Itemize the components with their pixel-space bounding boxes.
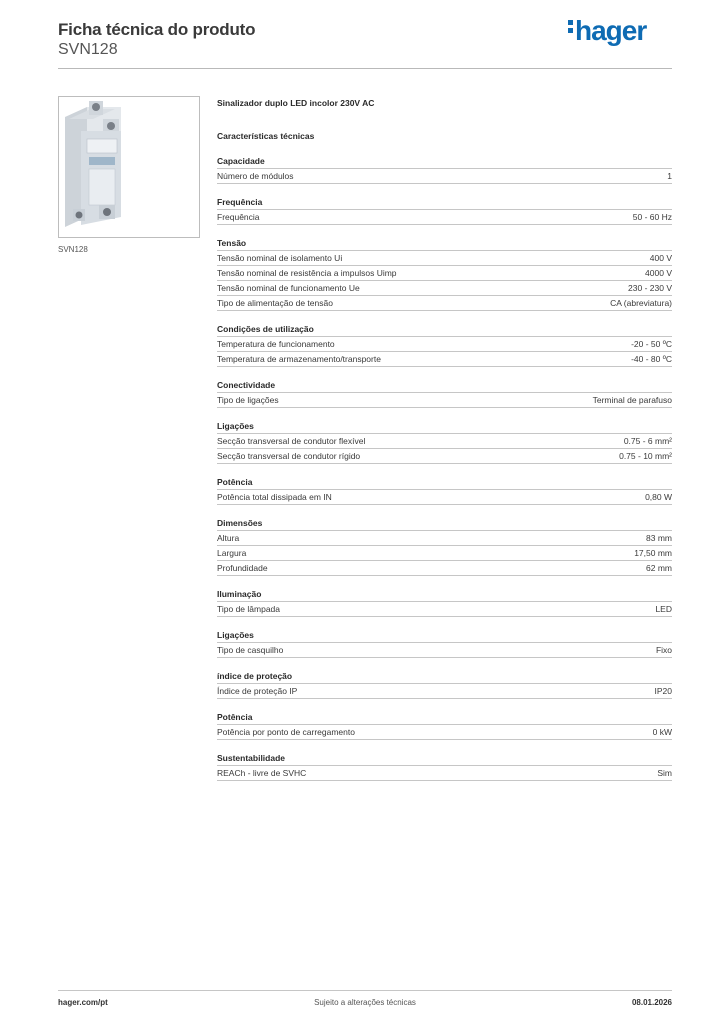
spec-row [217, 251, 672, 266]
spec-section-title: Dimensões [217, 516, 672, 531]
spec-sections [217, 154, 672, 781]
footer-date: 08.01.2026 [631, 998, 672, 1007]
spec-value: Terminal de parafuso [592, 395, 672, 405]
spec-row [217, 169, 672, 184]
spec-section-title: Conectividade [217, 378, 672, 393]
spec-value: 0 kW [652, 727, 672, 737]
spec-value: CA (abreviatura) [610, 298, 672, 308]
spec-section [217, 710, 672, 740]
spec-label: Secção transversal de condutor flexível [217, 436, 366, 446]
footer-website-link[interactable]: hager.com/pt [58, 998, 108, 1007]
product-name: Sinalizador duplo LED incolor 230V AC [217, 98, 375, 108]
spec-value: 0.75 - 10 mm² [619, 451, 672, 461]
spec-section [217, 322, 672, 367]
spec-value: IP20 [654, 686, 672, 696]
spec-row [217, 490, 672, 505]
spec-section [217, 154, 672, 184]
spec-section [217, 378, 672, 408]
spec-row [217, 337, 672, 352]
spec-value: 83 mm [646, 533, 672, 543]
spec-section-title: Tensão [217, 236, 672, 251]
spec-row [217, 546, 672, 561]
spec-label: Tensão nominal de resistência a impulsos Uimp [217, 268, 397, 278]
spec-value: LED [655, 604, 672, 614]
spec-value: 0,80 W [645, 492, 672, 502]
spec-section [217, 587, 672, 617]
spec-section [217, 236, 672, 311]
spec-label: Potência total dissipada em IN [217, 492, 332, 502]
spec-value: 4000 V [645, 268, 672, 278]
spec-section [217, 475, 672, 505]
spec-section-title: Capacidade [217, 154, 672, 169]
spec-section [217, 669, 672, 699]
spec-section-title: índice de proteção [217, 669, 672, 684]
spec-value: 400 V [649, 253, 672, 263]
spec-label: Número de módulos [217, 171, 294, 181]
spec-row [217, 266, 672, 281]
spec-label: Tipo de alimentação de tensão [217, 298, 333, 308]
spec-section-title: Condições de utilização [217, 322, 672, 337]
spec-row [217, 725, 672, 740]
spec-row [217, 561, 672, 576]
spec-section-title: Frequência [217, 195, 672, 210]
spec-label: Índice de proteção IP [217, 686, 298, 696]
spec-value: 62 mm [646, 563, 672, 573]
spec-section-title: Ligações [217, 419, 672, 434]
spec-row [217, 434, 672, 449]
spec-value: -40 - 80 ºC [631, 354, 672, 364]
spec-label: REACh - livre de SVHC [217, 768, 307, 778]
spec-section-title: Sustentabilidade [217, 751, 672, 766]
spec-row [217, 281, 672, 296]
spec-row [217, 296, 672, 311]
spec-section [217, 628, 672, 658]
spec-section-title: Potência [217, 710, 672, 725]
spec-row [217, 393, 672, 408]
spec-row [217, 352, 672, 367]
spec-section-title: Ligações [217, 628, 672, 643]
spec-label: Secção transversal de condutor rígido [217, 451, 361, 461]
spec-value: 230 - 230 V [628, 283, 672, 293]
spec-label: Tipo de casquilho [217, 645, 284, 655]
spec-section-title: Potência [217, 475, 672, 490]
product-image [58, 96, 200, 238]
spec-label: Altura [217, 533, 240, 543]
spec-section-title: Iluminação [217, 587, 672, 602]
spec-label: Potência por ponto de carregamento [217, 727, 355, 737]
spec-content [217, 96, 672, 781]
spec-row [217, 643, 672, 658]
spec-row [217, 684, 672, 699]
spec-label: Temperatura de armazenamento/transporte [217, 354, 381, 364]
spec-value: 50 - 60 Hz [632, 212, 672, 222]
spec-row [217, 210, 672, 225]
spec-label: Tipo de ligações [217, 395, 279, 405]
header-divider [58, 68, 672, 69]
spec-label: Frequência [217, 212, 260, 222]
spec-row [217, 449, 672, 464]
spec-section [217, 419, 672, 464]
document-title: Ficha técnica do produto [58, 20, 256, 39]
spec-value: 0.75 - 6 mm² [623, 436, 672, 446]
spec-value: 17,50 mm [634, 548, 672, 558]
product-reference: SVN128 [58, 41, 118, 58]
spec-label: Tensão nominal de isolamento Ui [217, 253, 343, 263]
logo-dots-icon [568, 17, 573, 36]
spec-label: Temperatura de funcionamento [217, 339, 335, 349]
logo-text: hager [575, 15, 647, 46]
spec-label: Largura [217, 548, 247, 558]
spec-label: Tipo de lâmpada [217, 604, 281, 614]
footer-divider [58, 990, 672, 991]
document-header [58, 20, 255, 59]
spec-value: Sim [657, 768, 672, 778]
spec-value: -20 - 50 ºC [631, 339, 672, 349]
spec-section [217, 516, 672, 576]
spec-label: Tensão nominal de funcionamento Ue [217, 283, 360, 293]
spec-section [217, 195, 672, 225]
spec-row [217, 531, 672, 546]
spec-value: 1 [667, 171, 672, 181]
spec-row [217, 602, 672, 617]
spec-row [217, 766, 672, 781]
spec-value: Fixo [655, 645, 672, 655]
hager-logo [568, 14, 646, 48]
footer-notice: Sujeito a alterações técnicas [314, 998, 416, 1007]
product-image-caption: SVN128 [58, 245, 88, 254]
spec-label: Profundidade [217, 563, 268, 573]
spec-section [217, 751, 672, 781]
modular-device-illustration [59, 97, 199, 237]
tech-characteristics-heading: Características técnicas [217, 131, 315, 141]
